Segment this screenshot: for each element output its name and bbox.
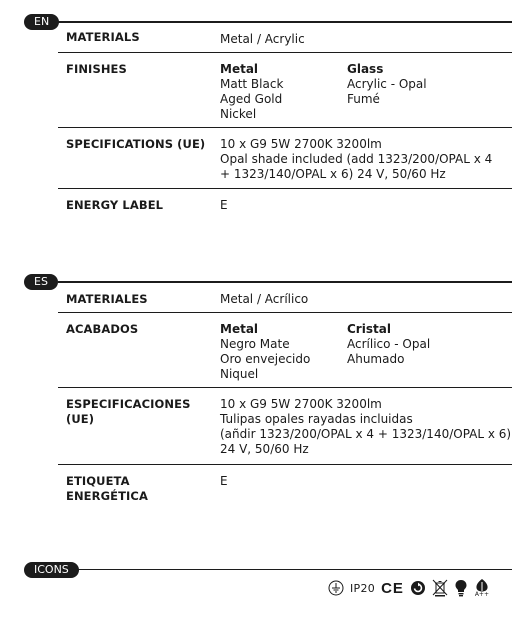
acabados-cristal-title: Cristal xyxy=(347,322,391,336)
recycle-icon xyxy=(410,580,426,596)
spec-line: 10 x G9 5W 2700K 3200lm xyxy=(220,137,382,151)
acabados-metal-title: Metal xyxy=(220,322,259,336)
ip20-label: IP20 xyxy=(350,581,376,595)
specifications-label: SPECIFICATIONS (UE) xyxy=(66,137,206,151)
finish-item: Ahumado xyxy=(347,352,405,366)
tag-divider-icons xyxy=(72,569,512,570)
spec-line: + 1323/140/OPAL x 6) 24 V, 50/60 Hz xyxy=(220,167,446,181)
spec-line: 24 V, 50/60 Hz xyxy=(220,442,309,456)
finishes-metal-title: Metal xyxy=(220,62,259,76)
spec-line: 10 x G9 5W 2700K 3200lm xyxy=(220,397,382,411)
finish-item: Fumé xyxy=(347,92,380,106)
tag-en: EN xyxy=(24,14,59,30)
finish-item: Matt Black xyxy=(220,77,284,91)
etiqueta-label-line: ENERGÉTICA xyxy=(66,489,148,503)
energy-label: ENERGY LABEL xyxy=(66,198,164,212)
especificaciones-label-line: (UE) xyxy=(66,412,95,426)
finishes-label: FINISHES xyxy=(66,62,127,76)
led-bulb-icon xyxy=(454,579,468,597)
acabados-label: ACABADOS xyxy=(66,322,139,336)
finish-item: Oro envejecido xyxy=(220,352,311,366)
especificaciones-value xyxy=(220,397,511,457)
finish-item: Aged Gold xyxy=(220,92,283,106)
row-specifications xyxy=(58,127,512,188)
materiales-value: Metal / Acrílico xyxy=(220,292,309,306)
finishes-glass-title: Glass xyxy=(347,62,384,76)
etiqueta-label-line: ETIQUETA xyxy=(66,474,130,488)
weee-bin-icon xyxy=(432,579,448,597)
row-finishes xyxy=(58,52,512,128)
finishes-col-glass xyxy=(347,62,427,107)
especificaciones-label-line: ESPECIFICACIONES xyxy=(66,397,191,411)
etiqueta-energetica-label xyxy=(66,474,148,504)
icons-row xyxy=(328,577,490,599)
energy-value: E xyxy=(220,198,228,212)
tag-es: ES xyxy=(24,274,58,290)
materiales-label: MATERIALES xyxy=(66,292,148,306)
acabados-col-cristal xyxy=(347,322,430,367)
finish-item: Acrílico - Opal xyxy=(347,337,431,351)
etiqueta-energetica-value: E xyxy=(220,474,228,488)
energy-class-icon xyxy=(474,579,490,598)
ground-icon xyxy=(328,580,344,596)
especificaciones-label xyxy=(66,397,190,427)
ce-mark-icon: CE xyxy=(381,579,404,597)
finish-item: Acrylic - Opal xyxy=(347,77,427,91)
energy-class-text: A++ xyxy=(474,590,489,598)
row-etiqueta-energetica xyxy=(58,464,512,511)
row-especificaciones xyxy=(58,387,512,464)
finish-item: Negro Mate xyxy=(220,337,290,351)
spec-line: Opal shade included (add 1323/200/OPAL x 4 xyxy=(220,152,493,166)
row-materials xyxy=(58,22,512,53)
materials-value: Metal / Acrylic xyxy=(220,32,305,46)
materials-label: MATERIALS xyxy=(66,30,140,44)
row-materiales xyxy=(58,282,512,313)
specifications-value xyxy=(220,137,492,182)
finish-item: Niquel xyxy=(220,367,259,381)
spec-line: (añdir 1323/200/OPAL x 4 + 1323/140/OPAL x 6) xyxy=(220,427,512,441)
acabados-col-metal xyxy=(220,322,310,382)
finish-item: Nickel xyxy=(220,107,257,121)
row-energy-label xyxy=(58,188,512,219)
tag-icons: ICONS xyxy=(24,562,79,578)
row-acabados xyxy=(58,312,512,388)
spec-line: Tulipas opales rayadas incluidas xyxy=(220,412,413,426)
finishes-col-metal xyxy=(220,62,283,122)
